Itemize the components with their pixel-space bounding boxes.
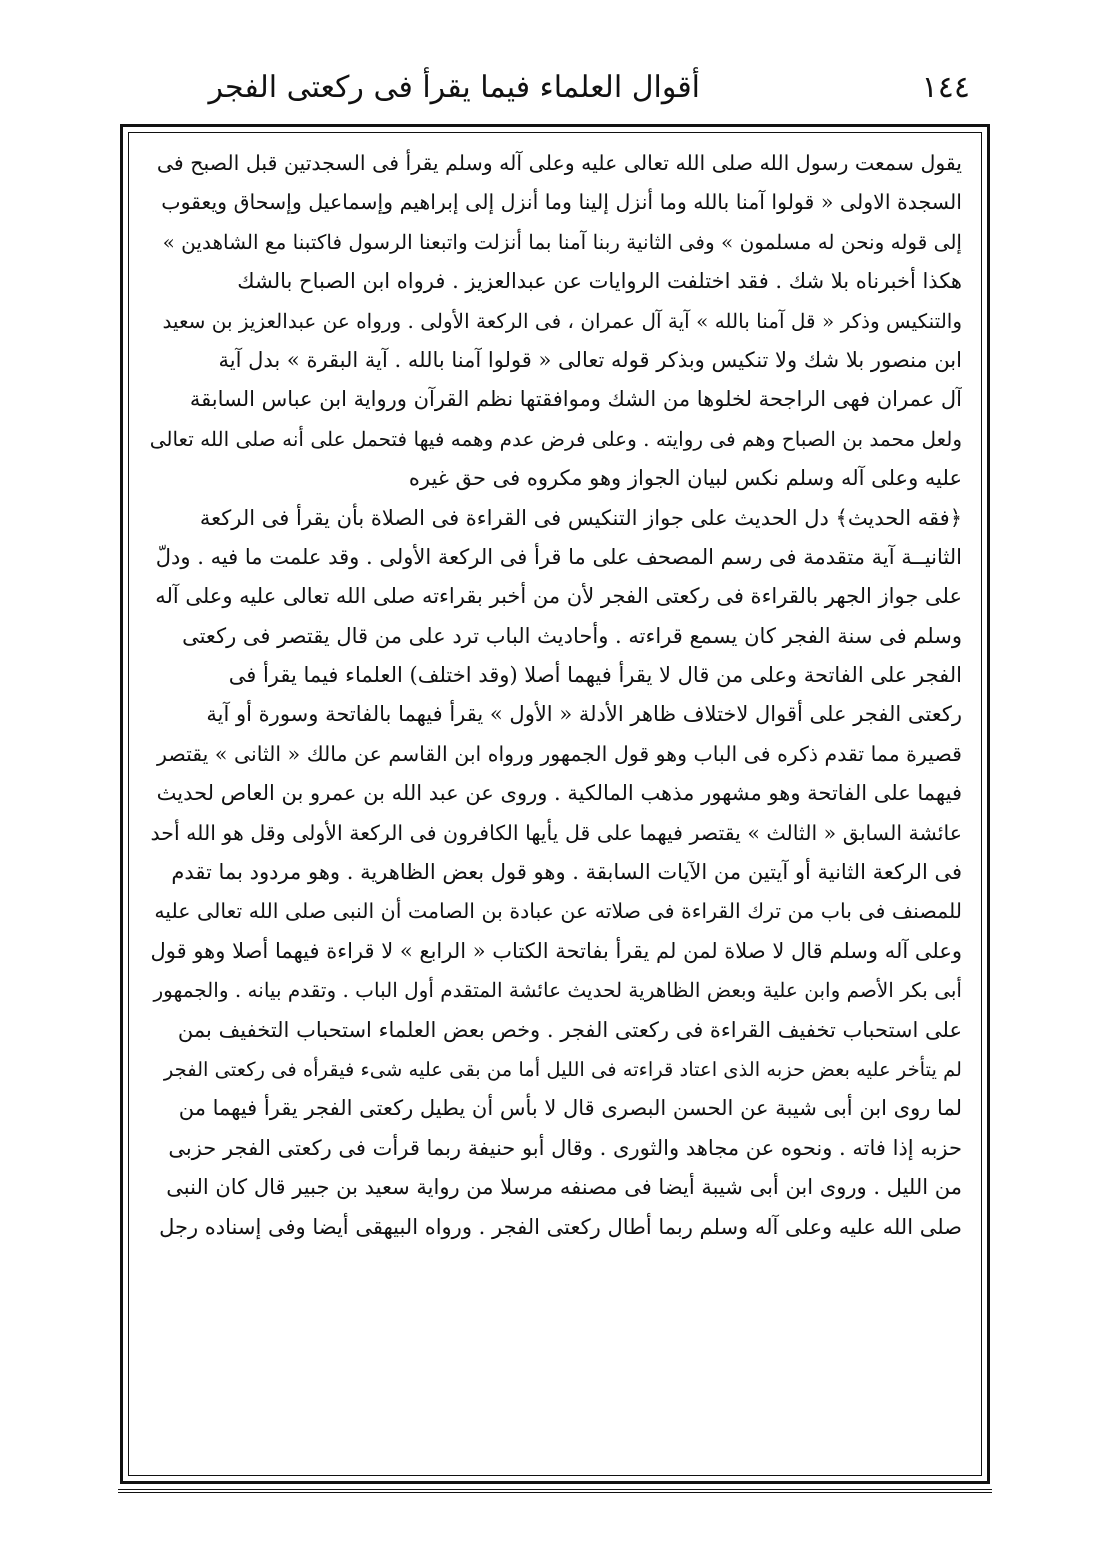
text-line: ابن منصور بلا شك ولا تنكيس وبذكر قوله تعالى « قولوا آمنا بالله . آية البقرة » بدل آية — [218, 347, 962, 372]
page-header — [110, 68, 970, 112]
text-line: وعلى آله وسلم قال لا صلاة لمن لم يقرأ بفاتحة الكتاب « الرابع » لا قراءة فيهما أصلا وهو قول — [150, 938, 962, 963]
text-line: يقول سمعت رسول الله صلى الله تعالى عليه وعلى آله وسلم يقرأ فى السجدتين قبل الصبح فى — [156, 151, 962, 175]
text-line: عائشة السابق « الثالث » يقتصر فيهما على قل يأيها الكافرون فى الركعة الأولى وقل هو الله أحد — [150, 820, 962, 845]
text-line: قصيرة مما تقدم ذكره فى الباب وهو قول الجمهور ورواه ابن القاسم عن مالك « الثانى » يقتصر — [157, 741, 962, 766]
body-text — [148, 144, 962, 1247]
text-line: هكذا أخبرناه بلا شك . فقد اختلفت الروايات عن عبدالعزيز . فرواه ابن الصباح بالشك — [237, 269, 962, 294]
text-line: ولعل محمد بن الصباح وهم فى روايته . وعلى فرض عدم وهمه فيها فتحمل على أنه صلى الله تعالى — [149, 426, 962, 451]
text-line: على استحباب تخفيف القراءة فى ركعتى الفجر . وخص بعض العلماء استحباب التخفيف بمن — [177, 1017, 962, 1042]
text-line: والتنكيس وذكر « قل آمنا بالله » آية آل عمران ، فى الركعة الأولى . ورواه عن عبدالعزيز بن سعيد — [162, 308, 962, 333]
text-line: لم يتأخر عليه بعض حزبه الذى اعتاد قراءته فى الليل أما من بقى عليه شىء فيقرأه فى ركعتى الفجر — [163, 1057, 962, 1081]
text-line: حزبه إذا فاته . ونحوه عن مجاهد والثورى . وقال أبو حنيفة ربما قرأت فى ركعتى الفجر حزبى — [168, 1135, 962, 1160]
text-line: أبى بكر الأصم وابن علية وبعض الظاهرية لحديث عائشة المتقدم أول الباب . وتقدم بيانه . والجمهور — [153, 978, 962, 1003]
running-title: أقوال العلماء فيما يقرأ فى ركعتى الفجر — [208, 70, 700, 105]
text-line: إلى قوله ونحن له مسلمون » وفى الثانية ربنا آمنا بما أنزلت واتبعنا الرسول فاكتبنا مع الشاهدين » — [162, 229, 962, 254]
page-number: ١٤٤ — [921, 70, 970, 105]
text-line: وسلم فى سنة الفجر كان يسمع قراءته . وأحاديث الباب ترد على من قال يقتصر فى ركعتى — [182, 623, 962, 648]
bottom-rule — [118, 1489, 992, 1493]
text-line: ﴿فقه الحديث﴾ دل الحديث على جواز التنكيس فى القراءة فى الصلاة بأن يقرأ فى الركعة — [199, 505, 962, 530]
text-line: على جواز الجهر بالقراءة فى ركعتى الفجر لأن من أخبر بقراءته صلى الله تعالى عليه وعلى آله — [155, 584, 962, 609]
text-line: آل عمران فهى الراجحة لخلوها من الشك وموافقتها نظم القرآن ورواية ابن عباس السابقة — [189, 387, 962, 412]
text-line: الفجر على الفاتحة وعلى من قال لا يقرأ فيهما أصلا (وقد اختلف) العلماء فيما يقرأ فى — [228, 663, 962, 688]
text-line: الثانيــة آية متقدمة فى رسم المصحف على ما قرأ فى الركعة الأولى . وقد علمت ما فيه . ودلّ — [155, 544, 962, 569]
text-line: فيهما على الفاتحة وهو مشهور مذهب المالكية . وروى عن عبد الله بن عمرو بن العاص لحديث — [156, 781, 962, 806]
text-line: صلى الله عليه وعلى آله وسلم ربما أطال ركعتى الفجر . ورواه البيهقى أيضا وفى إسناده رجل — [159, 1214, 962, 1239]
text-line: فى الركعة الثانية أو آيتين من الآيات السابقة . وهو قول بعض الظاهرية . وهو مردود بما تقدم — [171, 860, 962, 885]
text-line: لما روى ابن أبى شيبة عن الحسن البصرى قال لا بأس أن يطيل ركعتى الفجر يقرأ فيهما من — [178, 1096, 962, 1121]
text-line: للمصنف فى باب من ترك القراءة فى صلاته عن عبادة بن الصامت أن النبى صلى الله تعالى عليه — [154, 899, 962, 924]
text-line: من الليل . وروى ابن أبى شيبة أيضا فى مصنفه مرسلا من رواية سعيد بن جبير قال كان النبى — [166, 1175, 962, 1200]
text-line: ركعتى الفجر على أقوال لاختلاف ظاهر الأدلة « الأول » يقرأ فيهما بالفاتحة وسورة أو آية — [206, 702, 962, 727]
text-line: السجدة الاولى « قولوا آمنا بالله وما أنزل إلينا وما أنزل إلى إبراهيم وإسماعيل وإسحاق ويعقوب — [161, 190, 962, 215]
text-line: عليه وعلى آله وسلم نكس لبيان الجواز وهو مكروه فى حق غيره — [408, 466, 962, 491]
